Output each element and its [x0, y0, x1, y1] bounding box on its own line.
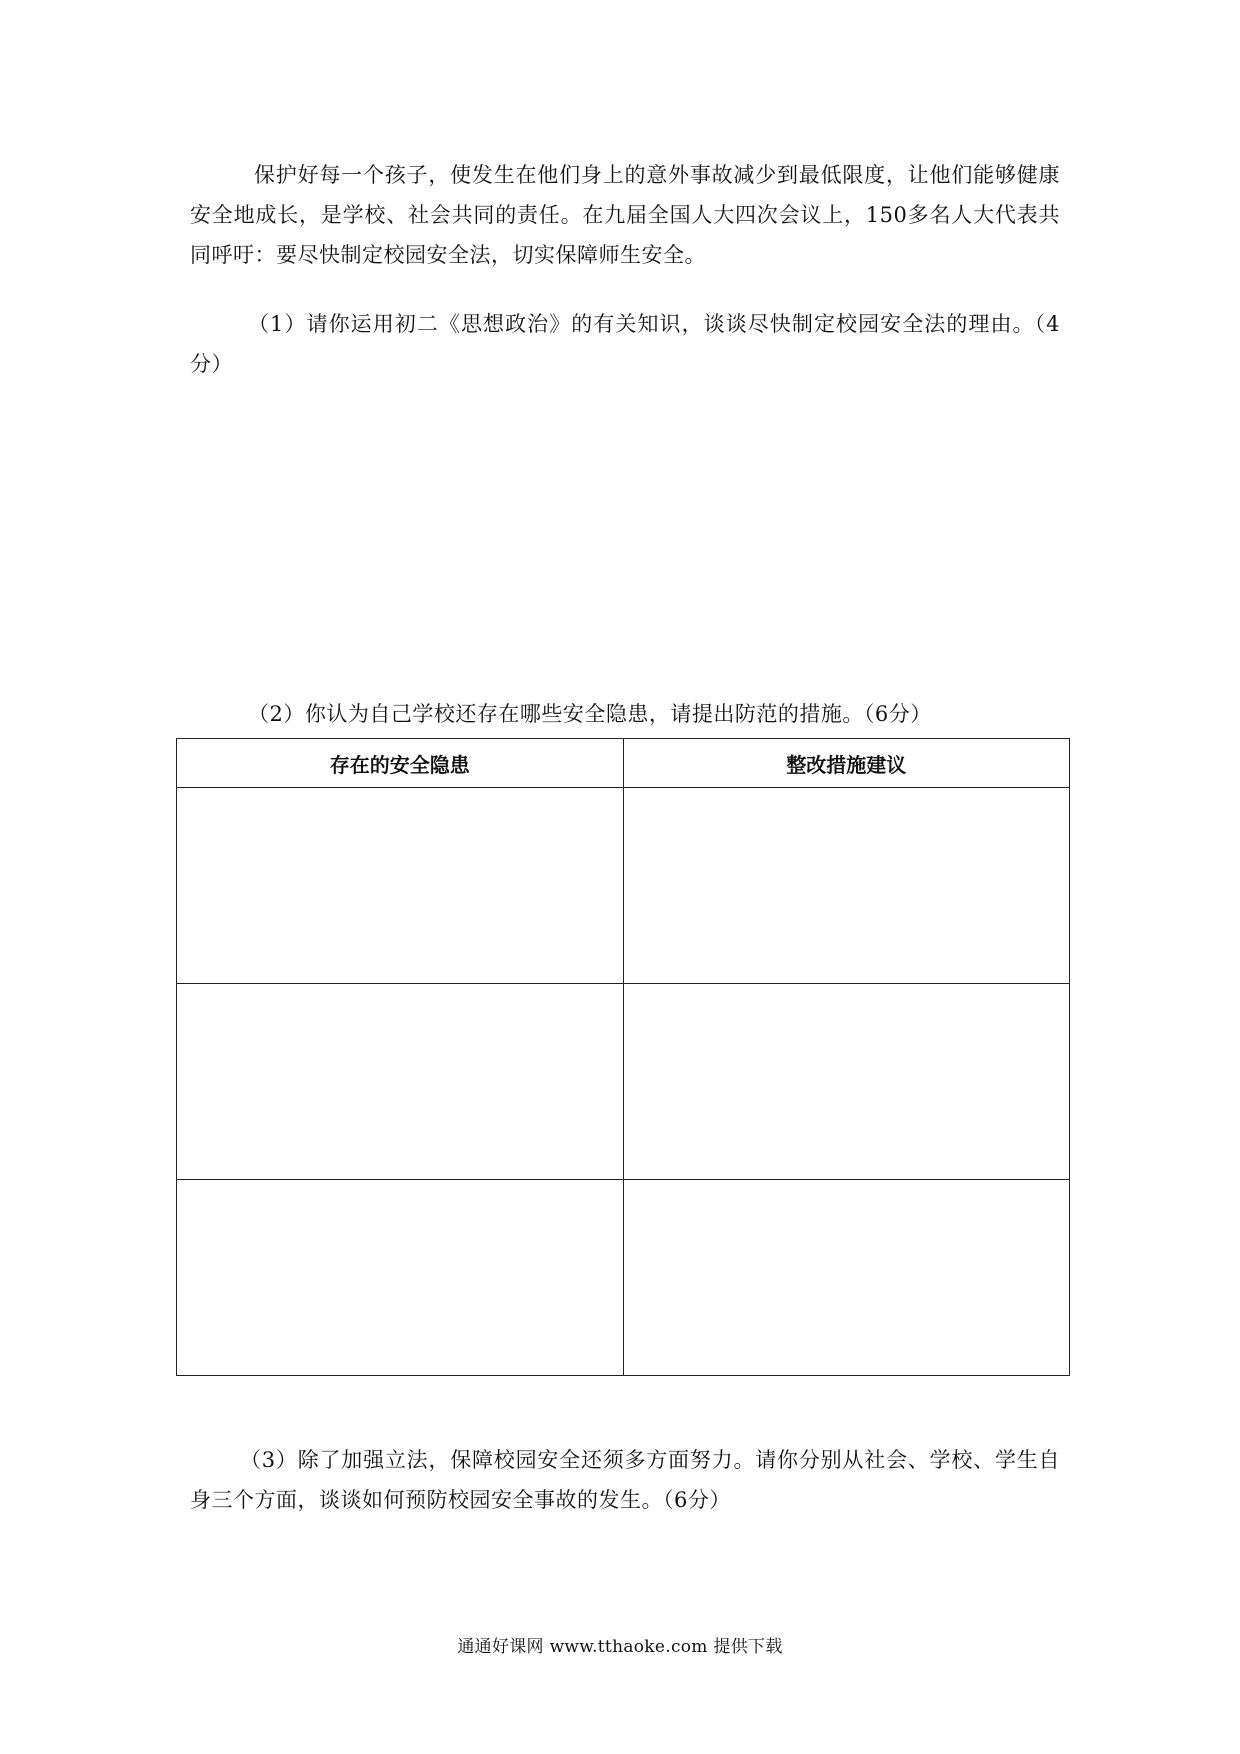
question-3: （3）除了加强立法，保障校园安全还须多方面努力。请你分别从社会、学校、学生自身三个方面，谈谈如何预防校园安全事故的发生。（6分）: [190, 1448, 1060, 1512]
table-row: [177, 984, 1070, 1180]
header-hazards: 存在的安全隐患: [177, 739, 624, 788]
answer-cell-hazard-2[interactable]: [177, 984, 624, 1180]
table-header-row: [177, 739, 1070, 788]
header-measures: 整改措施建议: [623, 739, 1070, 788]
answer-cell-hazard-1[interactable]: [177, 788, 624, 984]
answer-cell-measure-1[interactable]: [623, 788, 1070, 984]
answer-table: [176, 738, 1070, 1376]
question-1: （1）请你运用初二《思想政治》的有关知识，谈谈尽快制定校园安全法的理由。（4分）: [190, 312, 1060, 376]
intro-paragraph: 保护好每一个孩子，使发生在他们身上的意外事故减少到最低限度，让他们能够健康安全地成长，是学校、社会共同的责任。在九届全国人大四次会议上，150多名人大代表共同呼吁：要尽快制定校园安全法，切实保障师生安全。: [190, 163, 1060, 267]
table-row: [177, 788, 1070, 984]
answer-cell-measure-2[interactable]: [623, 984, 1070, 1180]
answer-cell-hazard-3[interactable]: [177, 1180, 624, 1376]
table-row: [177, 1180, 1070, 1376]
page-footer: 通通好课网 www.tthaoke.com 提供下载: [457, 1637, 783, 1657]
question-2: （2）你认为自己学校还存在哪些安全隐患，请提出防范的措施。（6分）: [248, 702, 932, 726]
answer-cell-measure-3[interactable]: [623, 1180, 1070, 1376]
